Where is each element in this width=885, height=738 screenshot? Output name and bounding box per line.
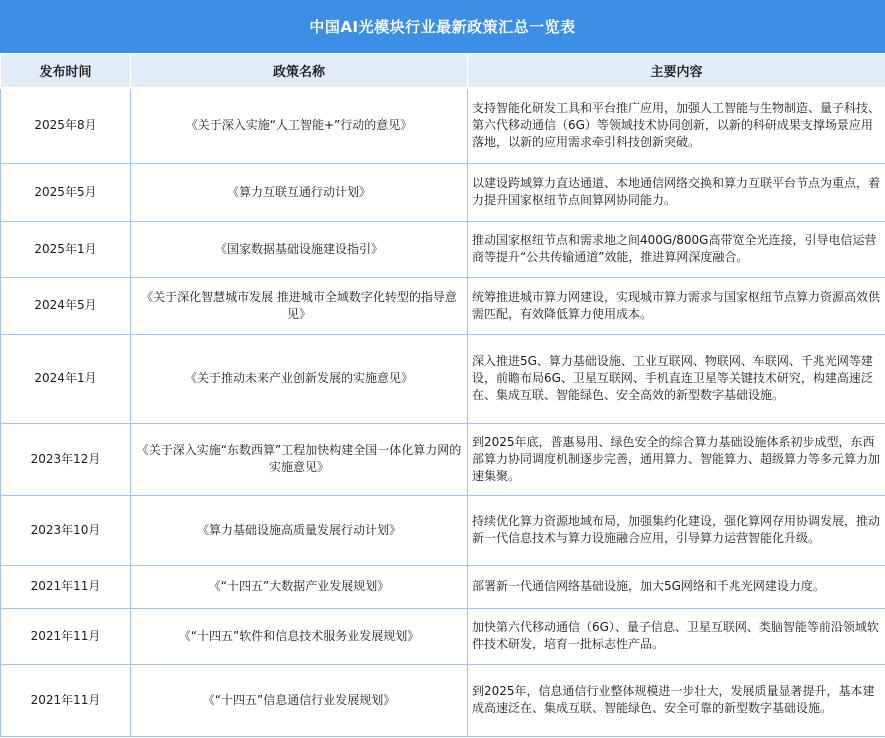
table-title: 中国AI光模块行业最新政策汇总一览表 xyxy=(0,0,885,53)
row-content: 加快第六代移动通信（6G）、量子信息、卫星互联网、类脑智能等前沿领域软件技术研发，培育一批标志性产品。 xyxy=(468,608,885,664)
row-date: 2025年1月 xyxy=(1,221,131,277)
table-row xyxy=(1,277,885,334)
row-policy-name: 《关于深化智慧城市发展 推进城市全域数字化转型的指导意见》 xyxy=(131,277,468,334)
row-content: 持续优化算力资源地域布局，加强集约化建设，强化算网存用协调发展，推动新一代信息技术与算力设施融合应用，引导算力运营智能化升级。 xyxy=(468,495,885,565)
header-date: 发布时间 xyxy=(1,54,131,89)
row-policy-name: 《算力基础设施高质量发展行动计划》 xyxy=(131,495,468,565)
row-content: 深入推进5G、算力基础设施、工业互联网、物联网、车联网、千兆光网等建设，前瞻布局6G、卫星互联网、手机直连卫星等关键技术研究，构建高速泛在、集成互联、智能绿色、安全高效的新型数字基础设施。 xyxy=(468,334,885,423)
table-row xyxy=(1,88,885,163)
row-policy-name: 《算力互联互通行动计划》 xyxy=(131,163,468,221)
row-policy-name: 《“十四五”大数据产业发展规划》 xyxy=(131,565,468,608)
row-policy-name: 《关于推动未来产业创新发展的实施意见》 xyxy=(131,334,468,423)
row-date: 2021年11月 xyxy=(1,608,131,664)
row-date: 2021年11月 xyxy=(1,565,131,608)
table-row xyxy=(1,221,885,277)
row-content: 推动国家枢纽节点和需求地之间400G/800G高带宽全光连接，引导电信运营商等提升“公共传输通道”效能，推进算网深度融合。 xyxy=(468,221,885,277)
table-row xyxy=(1,495,885,565)
table-row xyxy=(1,423,885,495)
header-main-content: 主要内容 xyxy=(468,54,885,89)
row-date: 2023年12月 xyxy=(1,423,131,495)
row-date: 2021年11月 xyxy=(1,664,131,736)
row-content: 支持智能化研发工具和平台推广应用，加强人工智能与生物制造、量子科技、第六代移动通信（6G）等领域技术协同创新，以新的科研成果支撑场景应用落地，以新的应用需求牵引科技创新突破。 xyxy=(468,88,885,163)
row-policy-name: 《“十四五”软件和信息技术服务业发展规划》 xyxy=(131,608,468,664)
row-date: 2024年5月 xyxy=(1,277,131,334)
row-policy-name: 《“十四五”信息通信行业发展规划》 xyxy=(131,664,468,736)
row-policy-name: 《关于深入实施“东数西算”工程加快构建全国一体化算力网的实施意见》 xyxy=(131,423,468,495)
row-content: 统筹推进城市算力网建设，实现城市算力需求与国家枢纽节点算力资源高效供需匹配，有效降低算力使用成本。 xyxy=(468,277,885,334)
table-row xyxy=(1,163,885,221)
row-policy-name: 《国家数据基础设施建设指引》 xyxy=(131,221,468,277)
policy-table xyxy=(0,53,885,737)
table-row xyxy=(1,608,885,664)
table-row xyxy=(1,334,885,423)
table-row xyxy=(1,664,885,736)
row-date: 2025年5月 xyxy=(1,163,131,221)
row-content: 部署新一代通信网络基础设施，加大5G网络和千兆光网建设力度。 xyxy=(468,565,885,608)
row-content: 以建设跨域算力直达通道、本地通信网络交换和算力互联平台节点为重点，着力提升国家枢纽节点间算网协同能力。 xyxy=(468,163,885,221)
row-date: 2024年1月 xyxy=(1,334,131,423)
header-row xyxy=(1,54,885,89)
table-row xyxy=(1,565,885,608)
row-date: 2025年8月 xyxy=(1,88,131,163)
row-content: 到2025年底，普惠易用、绿色安全的综合算力基础设施体系初步成型，东西部算力协同调度机制逐步完善，通用算力、智能算力、超级算力等多元算力加速集聚。 xyxy=(468,423,885,495)
row-policy-name: 《关于深入实施“人工智能+”行动的意见》 xyxy=(131,88,468,163)
row-date: 2023年10月 xyxy=(1,495,131,565)
row-content: 到2025年，信息通信行业整体规模进一步壮大，发展质量显著提升，基本建成高速泛在、集成互联、智能绿色、安全可靠的新型数字基础设施。 xyxy=(468,664,885,736)
header-policy-name: 政策名称 xyxy=(131,54,468,89)
